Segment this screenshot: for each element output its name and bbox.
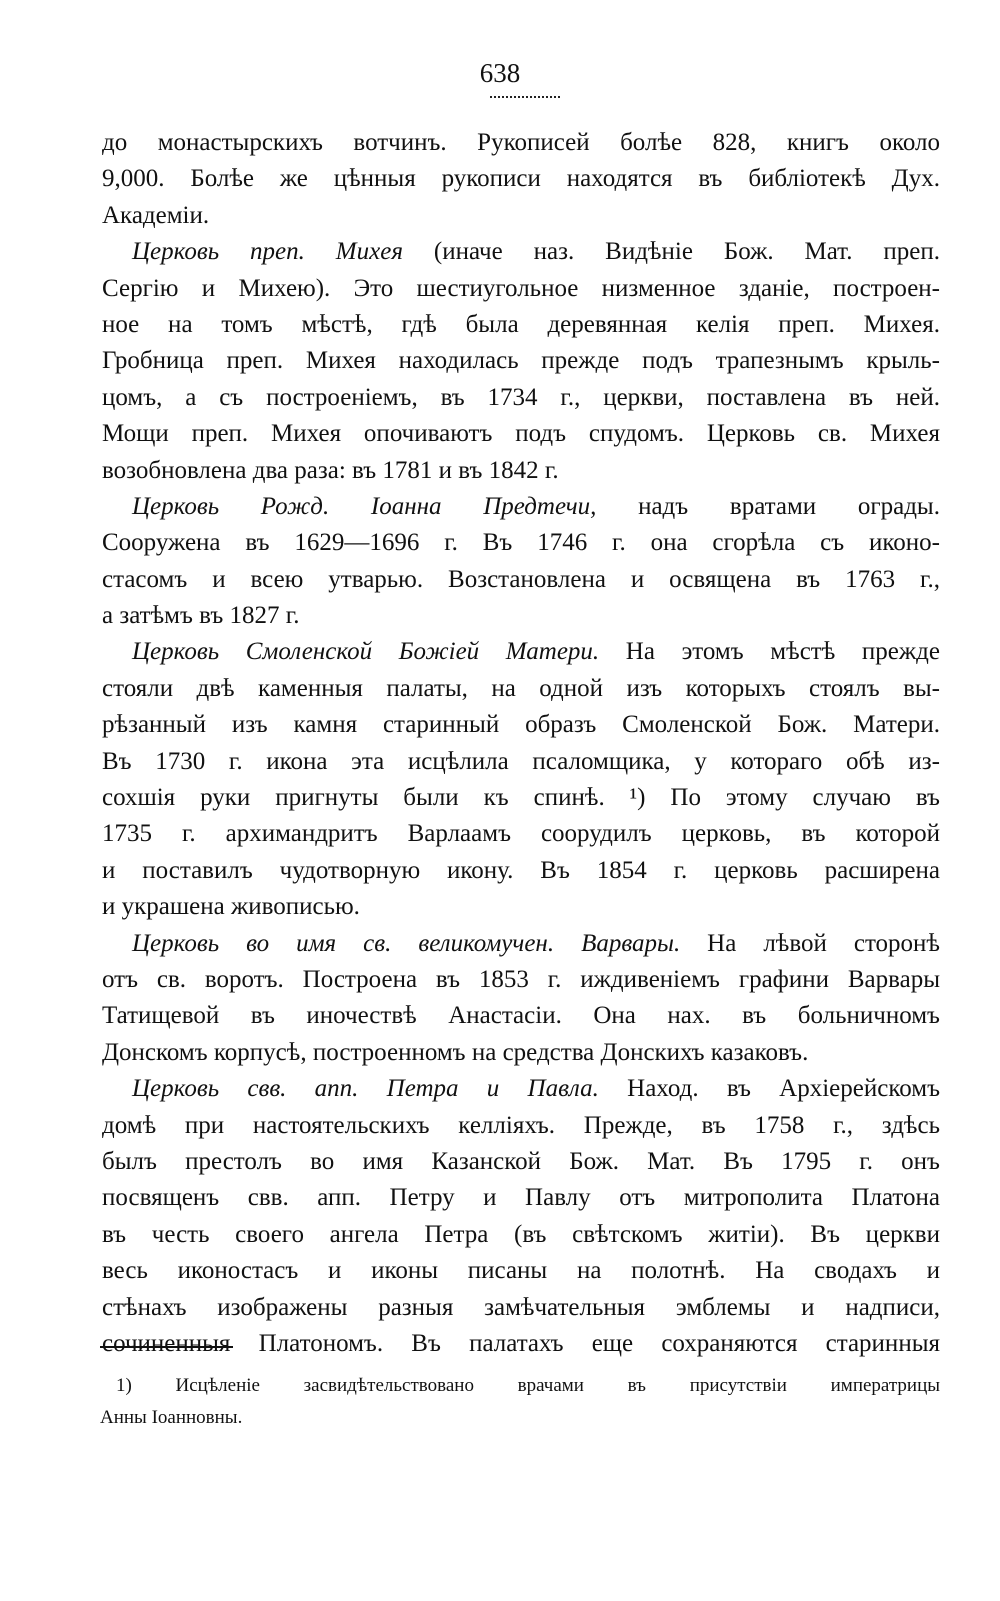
text-line: посвященъ свв. апп. Петру и Павлу отъ митрополита Платона (102, 1184, 940, 1212)
church-heading: Церковь во имя св. великомучен. Варвары. (132, 929, 681, 957)
footnote (100, 1370, 940, 1434)
text-line: весь иконостасъ и иконы писаны на полотнѣ. На сводахъ и (102, 1257, 940, 1285)
church-heading: Церковь преп. Михея (132, 238, 403, 266)
text-line: а затѣмъ въ 1827 г. (102, 602, 300, 630)
footnote-line: Анны Іоанновны. (100, 1407, 243, 1428)
paragraph (102, 125, 940, 234)
paragraph (102, 926, 940, 1072)
text-line: Гробница преп. Михея находилась прежде подъ трапезнымъ крыль- (102, 347, 940, 375)
text-run: На лѣвой сторонѣ (680, 929, 940, 957)
text-line: 9,000. Болѣе же цѣнныя рукописи находятся въ библіотекѣ Дух. (102, 165, 940, 193)
paragraph (102, 489, 940, 635)
text-line: отъ св. воротъ. Построена въ 1853 г. иждивеніемъ графини Варвары (102, 965, 940, 993)
paragraph (102, 634, 940, 925)
text-line: Мощи преп. Михея опочиваютъ подъ спудомъ. Церковь св. Михея (102, 420, 940, 448)
paragraph (102, 234, 940, 489)
paragraph-first-line (102, 634, 940, 670)
text-line: цомъ, а съ построеніемъ, въ 1734 г., церкви, поставлена въ ней. (102, 383, 940, 411)
page-number: 638 (479, 58, 521, 88)
text-line: сохшія руки пригнуты были къ спинѣ. ¹) По этому случаю въ (102, 784, 940, 812)
text-line: и поставилъ чудотворную икону. Въ 1854 г. церковь расширена (102, 856, 940, 884)
footnote-line: 1) Исцѣленіе засвидѣтельствовано врачами въ присутствіи императрицы (116, 1375, 940, 1396)
text-line: ное на томъ мѣстѣ, гдѣ была деревянная келія преп. Михея. (102, 310, 940, 338)
text-line: возобновлена два раза: въ 1781 и въ 1842 г. (102, 456, 559, 484)
text-line: Донскомъ корпусѣ, построенномъ на средства Донскихъ казаковъ. (102, 1038, 809, 1066)
text-line: стояли двѣ каменныя палаты, на одной изъ которыхъ стоялъ вы- (102, 674, 940, 702)
text-line: Сергію и Михею). Это шестиугольное низменное зданіе, построен- (102, 274, 940, 302)
paragraph-first-line (102, 234, 940, 270)
text-run: На этомъ мѣстѣ прежде (599, 638, 940, 666)
text-run: (иначе наз. Видѣніе Бож. Мат. преп. (402, 238, 940, 266)
text-line: 1735 г. архимандритъ Варлаамъ соорудилъ церковь, въ которой (102, 820, 940, 848)
body-text (102, 125, 940, 1362)
text-run: надъ вратами ограды. (596, 492, 940, 520)
footnote-divider (100, 1346, 233, 1348)
text-line: и украшена живописью. (102, 893, 360, 921)
text-line: сочиненныя Платономъ. Въ палатахъ еще сохраняются старинныя (102, 1329, 940, 1357)
text-line: Татищевой въ иночествѣ Анастасіи. Она нах. въ больничномъ (102, 1002, 940, 1030)
text-line: Въ 1730 г. икона эта исцѣлила псаломщика, у котораго обѣ из- (102, 747, 940, 775)
text-line: рѣзанный изъ камня старинный образъ Смоленской Бож. Матери. (102, 711, 940, 739)
paragraph-first-line (102, 1071, 940, 1107)
text-line: стасомъ и всею утварью. Возстановлена и освящена въ 1763 г., (102, 565, 940, 593)
text-line: былъ престолъ во имя Казанской Бож. Мат. Въ 1795 г. онъ (102, 1147, 940, 1175)
text-line: Сооружена въ 1629—1696 г. Въ 1746 г. она сгорѣла съ иконо- (102, 529, 940, 557)
text-run: Наход. въ Архіерейскомъ (598, 1075, 940, 1103)
text-line: въ честь своего ангела Петра (въ свѣтскомъ житіи). Въ церкви (102, 1220, 940, 1248)
church-heading: Церковь свв. апп. Петра и Павла. (132, 1075, 599, 1103)
page-number-underline (490, 96, 560, 98)
church-heading: Церковь Смоленской Божіей Матери. (132, 638, 600, 666)
church-heading: Церковь Рожд. Іоанна Предтечи, (132, 492, 597, 520)
text-line: стѣнахъ изображены разныя замѣчательныя эмблемы и надписи, (102, 1293, 940, 1321)
text-line: домѣ при настоятельскихъ келліяхъ. Прежде, въ 1758 г., здѣсь (102, 1111, 940, 1139)
paragraph-first-line (102, 489, 940, 525)
text-line: до монастырскихъ вотчинъ. Рукописей болѣе 828, книгъ около (102, 129, 940, 156)
paragraph-first-line (102, 926, 940, 962)
text-line: Академіи. (102, 201, 210, 229)
paragraph (102, 1071, 940, 1362)
